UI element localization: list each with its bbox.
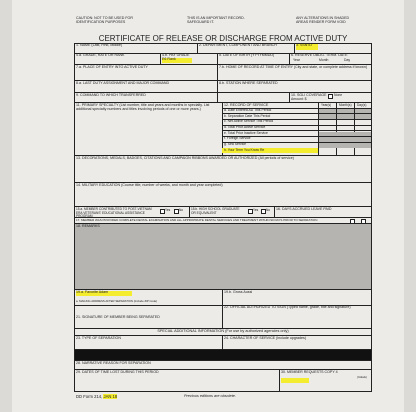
field-3-ssn: 3. SSN ID: [296, 44, 318, 50]
dd-form-214: [74, 10, 372, 402]
field-11-specialty: 11. PRIMARY SPECIALTY (List number, title and years and months in specialty. List additional specialty numbers and titles involving periods of one or more years.): [76, 103, 210, 111]
obsolete-note: Previous editions are obsolete.: [184, 393, 236, 398]
form-date: JAN 18: [103, 393, 118, 399]
record-row-h: h. Your Term You Know Re: [224, 147, 265, 152]
field-4b-pay-grade: 4.b. PAY GRADE: [162, 53, 190, 57]
field-19-subtext: a. MAILING ADDRESS AFTER SEPARATION (Include ZIP Code): [76, 299, 158, 303]
special-info-header: SPECIAL ADDITIONAL INFORMATION (For use by authorized agencies only): [157, 328, 289, 333]
record-row-label: g. Sea Service: [224, 142, 247, 146]
field-19b-nearest-relative: 19.b. Gross Aussi: [224, 290, 253, 294]
field-12-col-days: Day(s): [357, 103, 367, 107]
form-title: CERTIFICATE OF RELEASE OR DISCHARGE FROM ACTIVE DUTY: [98, 34, 348, 43]
record-row-label: b. Separation Date This Period: [224, 113, 271, 118]
field-15a-contributed: 15.a. MEMBER CONTRIBUTED TO POST-VIETNAM ERA VETERANS' EDUCATIONAL ASSISTANCE PROGRAM: [76, 207, 152, 219]
field-6-day: Day: [344, 58, 351, 62]
field-6-month: Month: [319, 58, 329, 62]
field-15b-high-school: 15.b. HIGH SCHOOL GRADUATE OR EQUIVALENT: [191, 207, 240, 215]
record-row-label: f. Foreign Service: [224, 136, 251, 141]
field-1-name: 1. NAME (Last, First, Middle): [76, 43, 123, 47]
f15a-no-label: No: [179, 208, 184, 212]
field-22-official: 22. OFFICIAL AUTHORIZED TO SIGN (Typed name, grade, title and signature): [224, 305, 351, 309]
field-6-reserve: 6. RESERVE OBLIG. TERM. DATE: [291, 53, 348, 57]
field-24-character: 24. CHARACTER OF SERVICE (Include upgrades): [224, 336, 307, 340]
record-row-label: e. Total Prior Inactive Service: [224, 130, 268, 135]
field-17-dental: 17. MEMBER WAS PROVIDED COMPLETE DENTAL EXAMINATION AND ALL APPROPRIATE DENTAL SERVICES AND TREATMENT WITHIN 90 DAYS PRIOR TO SEPARATION: [76, 217, 318, 222]
field-10-sgli: 10. SGLI COVERAGE: [291, 93, 327, 97]
field-30-initials-highlight: [281, 378, 309, 383]
field-6-year: Year: [293, 58, 300, 62]
field-5-dob: 5. DATE OF BIRTH (YYYYMMDD): [219, 53, 275, 57]
field-9-command: 9. COMMAND TO WHICH TRANSFERRED: [76, 93, 146, 97]
sgli-amount-label: Amount: $: [291, 97, 307, 101]
f15b-no-label: No: [266, 208, 271, 212]
field-21-signature: 21. SIGNATURE OF MEMBER BEING SEPARATED: [76, 315, 160, 319]
f17-no-checkbox[interactable]: [361, 219, 366, 224]
row-25-27-blackout: [75, 350, 371, 360]
field-23-type: 23. TYPE OF SEPARATION: [76, 336, 121, 340]
field-2-department: 2. DEPARTMENT, COMPONENT AND BRANCH: [199, 43, 277, 47]
sgli-none-label: None: [334, 93, 343, 97]
field-8a-last-duty: 8.a. LAST DUTY ASSIGNMENT AND MAJOR COMMAND: [76, 81, 170, 85]
form-id: DD Form 214, JAN 18: [76, 393, 118, 399]
alterations-text: ANY ALTERATIONS IN SHADED AREAS RENDER FORM VOID: [296, 16, 350, 24]
field-13-decorations: 13. DECORATIONS, MEDALS, BADGES, CITATIONS AND CAMPAIGN RIBBONS AWARDED OR AUTHORIZED (All periods of service): [76, 156, 294, 160]
record-row-label: c. Net Active Service This Period: [224, 119, 274, 124]
record-shaded-lower: [319, 132, 371, 148]
field-14-education: 14. MILITARY EDUCATION (Course title, number of weeks, and month and year completed): [76, 183, 223, 187]
field-30-initials-label: (Initials): [357, 375, 367, 379]
f15a-yes-label: Yes: [165, 208, 171, 212]
field-4b-value: E6 Rank: [162, 58, 192, 63]
f15b-yes-label: Yes: [253, 208, 259, 212]
field-8b-station: 8.b. STATION WHERE SEPARATED: [219, 81, 278, 85]
field-12-col-years: Year(s): [321, 103, 332, 107]
remarks-shaded: [75, 224, 371, 289]
field-30-copy4: 30. MEMBER REQUESTS COPY 4: [281, 370, 338, 374]
record-row-label: a. Date Entered AD This Period: [224, 107, 272, 112]
field-7a-entry-place: 7.a. PLACE OF ENTRY INTO ACTIVE DUTY: [76, 65, 148, 69]
field-16-leave: 16. DAYS ACCRUED LEAVE PAID: [276, 207, 332, 211]
field-7b-home: 7.b. HOME OF RECORD AT TIME OF ENTRY (City and state, or complete address if known): [219, 65, 368, 69]
sgli-none-checkbox[interactable]: [328, 94, 333, 99]
important-record-text: THIS IS AN IMPORTANT RECORD. SAFEGUARD IT.: [187, 16, 245, 24]
field-19a-mailing: 19.a. Favorite Adam: [76, 291, 132, 296]
field-4a-grade: 4.a. GRADE, RATE OR RANK: [76, 53, 125, 57]
field-12-col-months: Month(s): [339, 103, 352, 107]
field-29-time-lost: 29. DATES OF TIME LOST DURING THIS PERIOD: [76, 370, 159, 374]
field-18-remarks: 18. REMARKS: [76, 224, 100, 228]
f17-yes-checkbox[interactable]: [350, 219, 355, 224]
record-row-label: d. Total Prior Active Service: [224, 124, 266, 129]
field-12-record: 12. RECORD OF SERVICE: [224, 103, 269, 107]
field-28-narrative: 28. NARRATIVE REASON FOR SEPARATION: [76, 361, 151, 365]
caution-text: CAUTION: NOT TO BE USED FOR IDENTIFICATION PURPOSES: [76, 16, 133, 24]
scan-background: [12, 0, 404, 412]
